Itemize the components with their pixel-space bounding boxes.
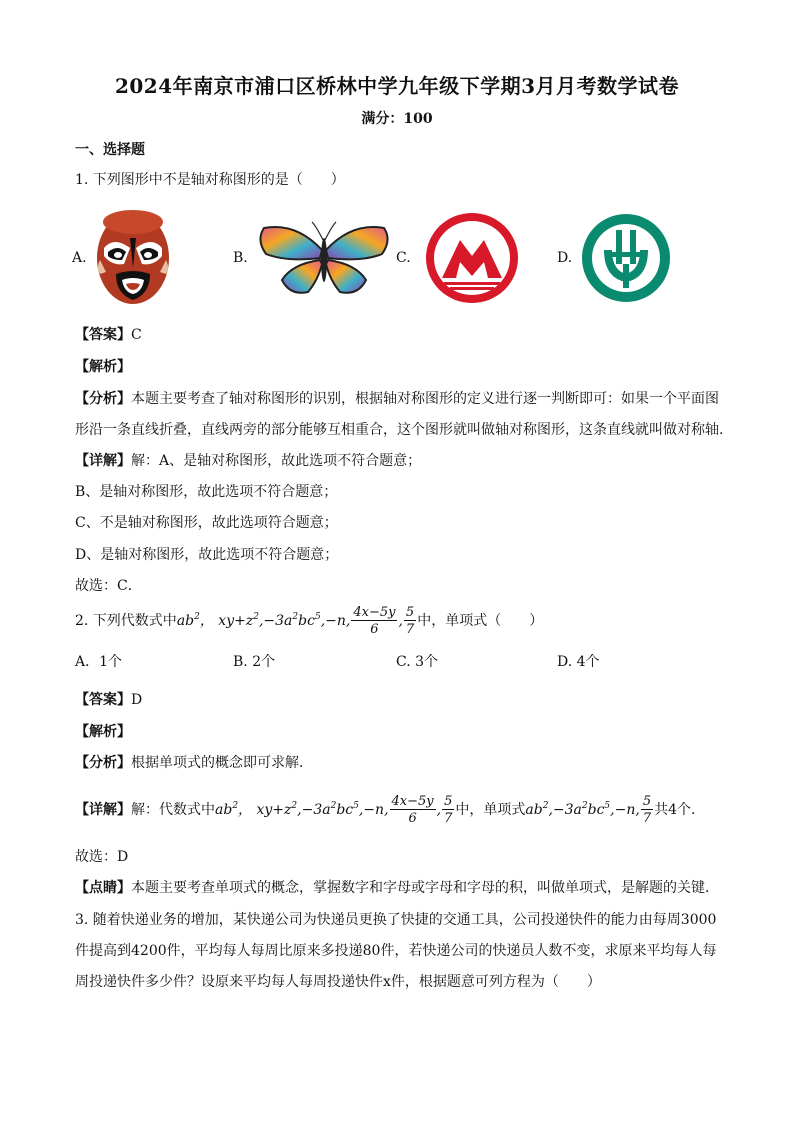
q2-analysis-tag: 【解析】 xyxy=(75,724,131,740)
fenxi-tag: 【分析】 xyxy=(75,755,131,771)
page-title: 2024年南京市浦口区桥林中学九年级下学期3月月考数学试卷 xyxy=(114,74,680,98)
answer-tag: 【答案】 xyxy=(75,692,131,708)
q2-monomials: $ab^2,-3a^2bc^5,-n$, $\frac{5}{7}$ xyxy=(525,794,652,826)
q1-option-a-label: A. xyxy=(72,250,87,266)
dianjing-text: 本题主要考查单项式的概念，掌握数字和字母或字母和字母的积，叫做单项式，是解题的关键． xyxy=(131,880,719,896)
q2-dianjing xyxy=(75,878,719,898)
butterfly-image xyxy=(256,220,392,298)
q3-line-3: 周投递快件多少件？设原来平均每人每周投递快件x件，根据题意可列方程为（ ） xyxy=(75,974,601,990)
answer-value: C xyxy=(131,327,142,343)
abc-logo-image xyxy=(580,212,672,304)
q2-answer xyxy=(75,690,142,710)
q2-option-b: B. 2个 xyxy=(233,654,276,670)
q1-analysis-tag: 【解析】 xyxy=(75,359,131,375)
xiangjie-suffix: 共4个． xyxy=(654,802,706,818)
xiangjie-tag: 【详解】 xyxy=(75,453,131,469)
xiangjie-tag: 【详解】 xyxy=(75,802,131,818)
q2-stem xyxy=(75,603,543,639)
q1-option-b-label: B. xyxy=(233,250,248,266)
q2-xiangjie xyxy=(75,792,705,828)
dianjing-tag: 【点睛】 xyxy=(75,880,131,896)
q2-choose: 故选：D xyxy=(75,849,129,865)
q1-choose: 故选：C． xyxy=(75,578,142,594)
cmb-logo-image xyxy=(424,212,520,304)
section-heading: 一、选择题 xyxy=(75,142,145,158)
opera-mask-image xyxy=(92,208,174,306)
answer-value: D xyxy=(131,692,143,708)
q2-expression-list: $ab^2$， $xy+z^2,-3a^2bc^5,-n$, $\frac{4x-5y}{6}$ , $\frac{5}{7}$ xyxy=(176,605,415,637)
q2-option-d: D. 4个 xyxy=(557,654,600,670)
q2-stem-suffix: 中，单项式（ ） xyxy=(417,613,544,629)
q2-detail-expressions: $ab^2$， $xy+z^2,-3a^2bc^5,-n$, $\frac{4x-5y}{6}$ , $\frac{5}{7}$ xyxy=(215,794,453,826)
q2-fenxi xyxy=(75,753,313,773)
q1-xiangjie-c: C、不是轴对称图形，故此选项符合题意； xyxy=(75,515,338,531)
answer-tag: 【答案】 xyxy=(75,327,131,343)
q1-xiangjie-d: D、是轴对称图形，故此选项不符合题意； xyxy=(75,547,339,563)
q1-fenxi-1 xyxy=(75,389,719,409)
q3-line-2: 件提高到4200件，平均每人每周比原来多投递80件，若快递公司的快递员人数不变，求原来平均每人每 xyxy=(75,943,717,959)
q1-xiangjie-a xyxy=(75,451,421,471)
q1-option-c-label: C. xyxy=(396,250,411,266)
q3-line-1: 3. 随着快递业务的增加，某快递公司为快递员更换了快捷的交通工具，公司投递快件的能力由每周3000 xyxy=(75,912,717,928)
q1-stem: 1. 下列图形中不是轴对称图形的是（ ） xyxy=(75,172,345,188)
q2-option-a: A．1个 xyxy=(75,654,123,670)
fenxi-text: 本题主要考查了轴对称图形的识别，根据轴对称图形的定义进行逐一判断即可：如果一个平面图 xyxy=(131,391,719,407)
xiangjie-prefix: 解：代数式中 xyxy=(131,802,215,818)
fenxi-text: 根据单项式的概念即可求解． xyxy=(131,755,313,771)
xiangjie-mid: 中，单项式 xyxy=(455,802,526,818)
xiangjie-text: 解：A、是轴对称图形，故此选项不符合题意； xyxy=(131,453,422,469)
fenxi-tag: 【分析】 xyxy=(75,391,131,407)
q2-stem-prefix: 2. 下列代数式中 xyxy=(75,613,177,629)
full-score: 满分：100 xyxy=(361,111,433,127)
q1-option-d-label: D. xyxy=(557,250,573,266)
q2-option-c: C. 3个 xyxy=(396,654,439,670)
q1-fenxi-2: 形沿一条直线折叠，直线两旁的部分能够互相重合，这个图形就叫做轴对称图形，这条直线就叫做对称轴. xyxy=(75,422,724,438)
q1-xiangjie-b: B、是轴对称图形，故此选项不符合题意； xyxy=(75,484,338,500)
q1-answer xyxy=(75,325,142,345)
